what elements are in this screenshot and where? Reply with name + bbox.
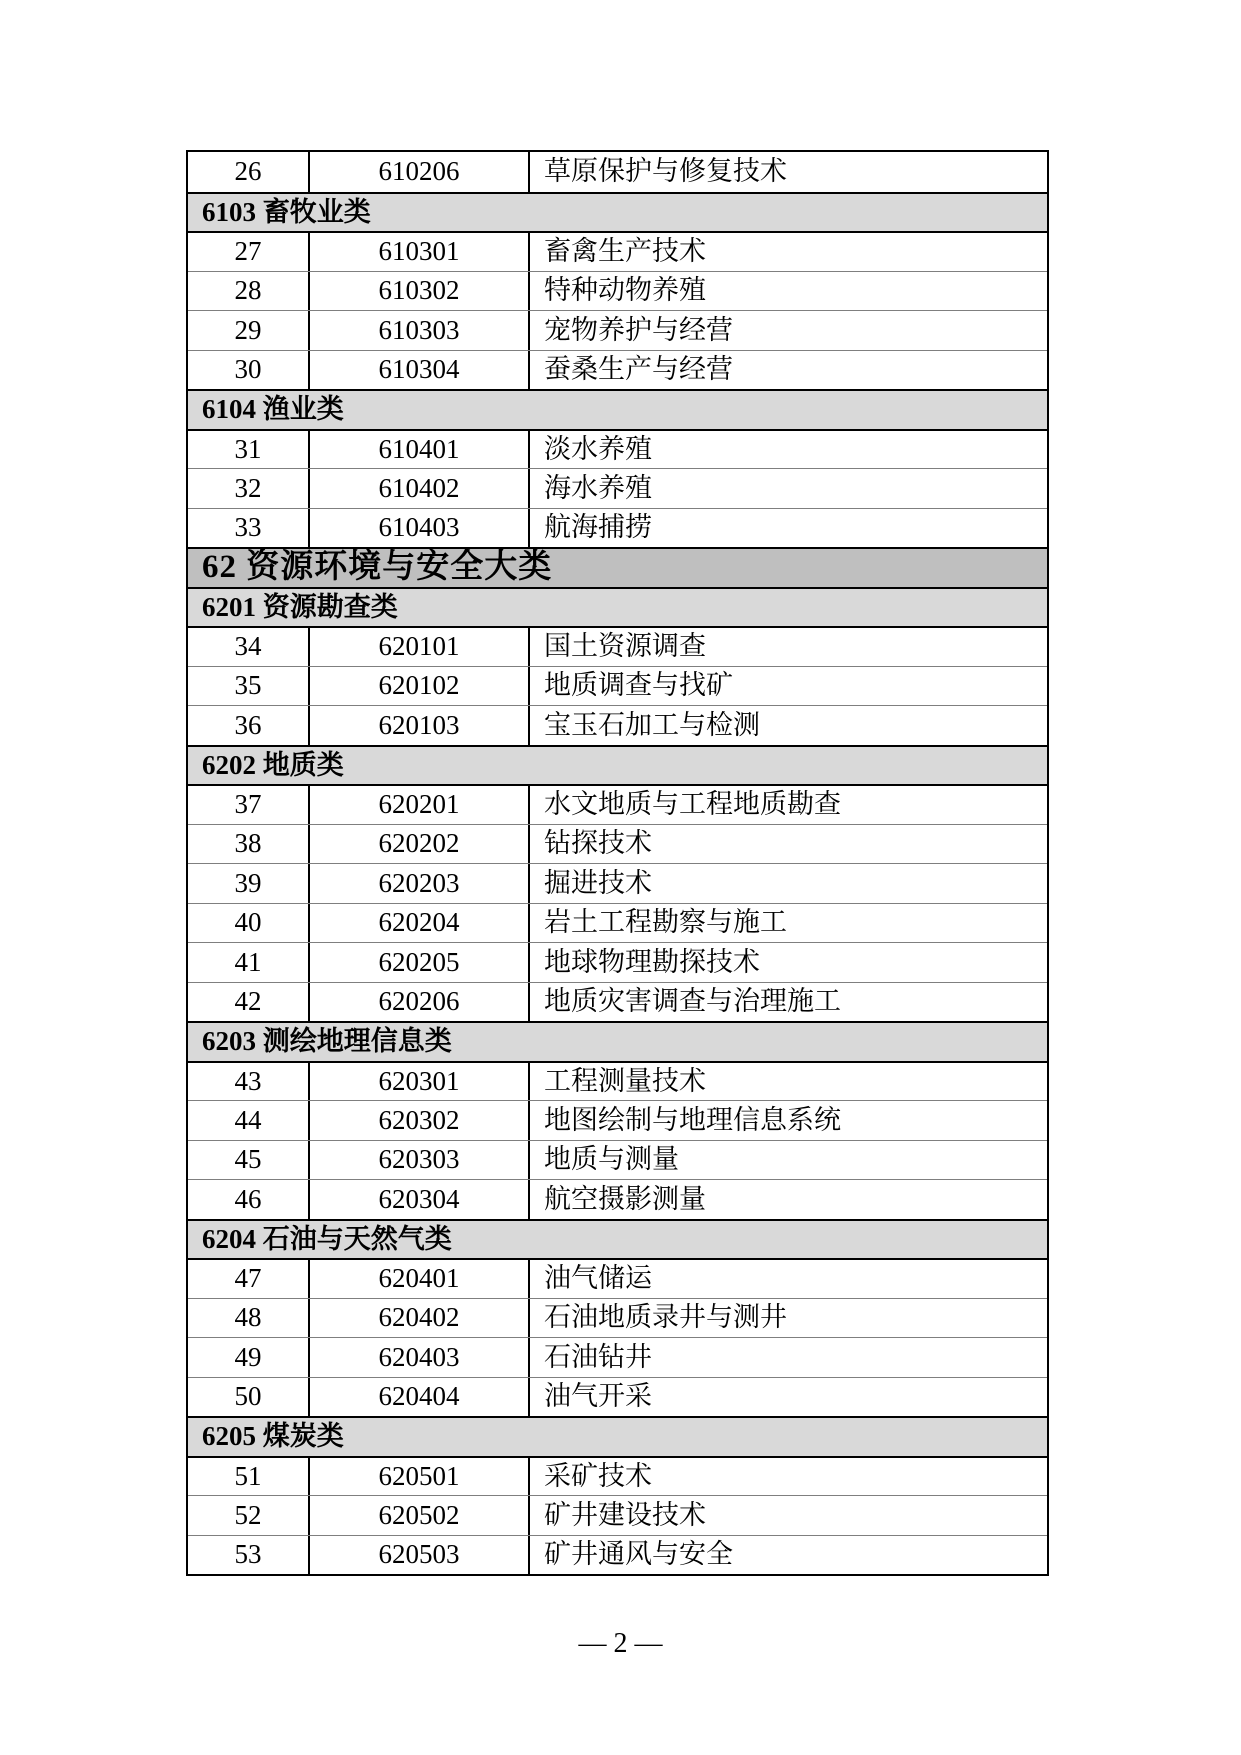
header-cell: 6203 测绘地理信息类 — [202, 1026, 452, 1057]
name-cell: 地质调查与找矿 — [544, 670, 733, 701]
seq-cell: 52 — [188, 1496, 310, 1535]
name-cell: 矿井建设技术 — [544, 1499, 706, 1530]
table-row — [188, 784, 1047, 824]
seq-cell: 37 — [188, 786, 310, 824]
name-cell: 海水养殖 — [544, 472, 652, 503]
table-row — [188, 508, 1047, 548]
table-row — [188, 1061, 1047, 1101]
name-cell: 地图绘制与地理信息系统 — [544, 1104, 841, 1135]
table-row — [188, 1535, 1047, 1575]
name-cell: 宝玉石加工与检测 — [544, 709, 760, 740]
name-cell: 岩土工程勘察与施工 — [544, 907, 787, 938]
table-row — [188, 942, 1047, 982]
page-footer: — 2 — — [578, 1628, 663, 1659]
code-cell: 620502 — [310, 1496, 530, 1535]
name-cell: 特种动物养殖 — [544, 275, 706, 306]
name-cell: 淡水养殖 — [544, 433, 652, 464]
seq-cell: 39 — [188, 864, 310, 903]
name-cell: 石油钻井 — [544, 1341, 652, 1372]
code-cell: 620404 — [310, 1378, 530, 1417]
seq-cell: 49 — [188, 1338, 310, 1377]
seq-cell: 42 — [188, 983, 310, 1022]
seq-cell: 53 — [188, 1536, 310, 1575]
section-header-row — [188, 192, 1047, 232]
seq-cell: 41 — [188, 943, 310, 982]
table-row — [188, 271, 1047, 311]
major-header-row — [188, 547, 1047, 587]
table-row — [188, 152, 1047, 192]
code-cell: 620102 — [310, 667, 530, 706]
code-cell: 610206 — [310, 152, 530, 192]
code-cell: 620206 — [310, 983, 530, 1022]
table-row — [188, 1179, 1047, 1219]
code-cell: 620204 — [310, 904, 530, 943]
code-cell: 620304 — [310, 1180, 530, 1219]
name-cell: 油气储运 — [544, 1263, 652, 1294]
table-row — [188, 1377, 1047, 1417]
header-cell: 62 资源环境与安全大类 — [202, 549, 553, 586]
header-cell: 6104 渔业类 — [202, 394, 344, 425]
table-row — [188, 1337, 1047, 1377]
section-header-row — [188, 389, 1047, 429]
table-row — [188, 429, 1047, 469]
code-cell: 620403 — [310, 1338, 530, 1377]
code-cell: 620501 — [310, 1458, 530, 1496]
name-cell: 钻探技术 — [544, 828, 652, 859]
table-row — [188, 231, 1047, 271]
table-row — [188, 903, 1047, 943]
table-row — [188, 666, 1047, 706]
section-header-row — [188, 1021, 1047, 1061]
seq-cell: 32 — [188, 469, 310, 508]
header-cell: 6204 石油与天然气类 — [202, 1223, 452, 1254]
code-cell: 610301 — [310, 233, 530, 271]
code-cell: 620302 — [310, 1101, 530, 1140]
code-cell: 620303 — [310, 1141, 530, 1180]
code-cell: 610302 — [310, 272, 530, 311]
seq-cell: 33 — [188, 509, 310, 548]
code-cell: 620503 — [310, 1536, 530, 1575]
seq-cell: 45 — [188, 1141, 310, 1180]
code-cell: 610401 — [310, 431, 530, 469]
seq-cell: 28 — [188, 272, 310, 311]
seq-cell: 51 — [188, 1458, 310, 1496]
seq-cell: 29 — [188, 311, 310, 350]
table-row — [188, 626, 1047, 666]
seq-cell: 34 — [188, 628, 310, 666]
code-cell: 620103 — [310, 706, 530, 745]
name-cell: 航海捕捞 — [544, 512, 652, 543]
name-cell: 宠物养护与经营 — [544, 314, 733, 345]
seq-cell: 36 — [188, 706, 310, 745]
section-header-row — [188, 1416, 1047, 1456]
name-cell: 工程测量技术 — [544, 1065, 706, 1096]
section-header-row — [188, 1219, 1047, 1259]
name-cell: 采矿技术 — [544, 1460, 652, 1491]
name-cell: 矿井通风与安全 — [544, 1539, 733, 1570]
seq-cell: 47 — [188, 1260, 310, 1298]
name-cell: 航空摄影测量 — [544, 1183, 706, 1214]
name-cell: 地质灾害调查与治理施工 — [544, 986, 841, 1017]
table-row — [188, 468, 1047, 508]
table-row — [188, 1298, 1047, 1338]
code-cell: 610303 — [310, 311, 530, 350]
header-cell: 6205 煤炭类 — [202, 1421, 344, 1452]
name-cell: 石油地质录井与测井 — [544, 1302, 787, 1333]
seq-cell: 26 — [188, 152, 310, 192]
code-cell: 610403 — [310, 509, 530, 548]
seq-cell: 43 — [188, 1063, 310, 1101]
section-header-row — [188, 745, 1047, 785]
seq-cell: 31 — [188, 431, 310, 469]
table-row — [188, 1100, 1047, 1140]
name-cell: 地质与测量 — [544, 1144, 679, 1175]
code-cell: 620301 — [310, 1063, 530, 1101]
name-cell: 国土资源调查 — [544, 631, 706, 662]
name-cell: 畜禽生产技术 — [544, 236, 706, 267]
name-cell: 蚕桑生产与经营 — [544, 354, 733, 385]
code-cell: 620101 — [310, 628, 530, 666]
seq-cell: 50 — [188, 1378, 310, 1417]
name-cell: 草原保护与修复技术 — [544, 156, 787, 187]
table-row — [188, 982, 1047, 1022]
seq-cell: 40 — [188, 904, 310, 943]
table-row — [188, 705, 1047, 745]
code-cell: 620402 — [310, 1299, 530, 1338]
code-cell: 620401 — [310, 1260, 530, 1298]
header-cell: 6202 地质类 — [202, 749, 344, 780]
code-cell: 610402 — [310, 469, 530, 508]
table-row — [188, 310, 1047, 350]
name-cell: 掘进技术 — [544, 867, 652, 898]
table-row — [188, 1495, 1047, 1535]
seq-cell: 38 — [188, 825, 310, 864]
header-cell: 6201 资源勘查类 — [202, 591, 398, 622]
seq-cell: 27 — [188, 233, 310, 271]
section-header-row — [188, 587, 1047, 627]
name-cell: 水文地质与工程地质勘查 — [544, 789, 841, 820]
code-cell: 620202 — [310, 825, 530, 864]
table-row — [188, 863, 1047, 903]
seq-cell: 46 — [188, 1180, 310, 1219]
seq-cell: 30 — [188, 351, 310, 390]
seq-cell: 44 — [188, 1101, 310, 1140]
name-cell: 油气开采 — [544, 1381, 652, 1412]
name-cell: 地球物理勘探技术 — [544, 946, 760, 977]
majors-table — [186, 150, 1049, 1576]
table-row — [188, 824, 1047, 864]
code-cell: 620201 — [310, 786, 530, 824]
table-row — [188, 1140, 1047, 1180]
table-row — [188, 1456, 1047, 1496]
table-row — [188, 1258, 1047, 1298]
table-row — [188, 350, 1047, 390]
header-cell: 6103 畜牧业类 — [202, 196, 371, 227]
code-cell: 620203 — [310, 864, 530, 903]
code-cell: 620205 — [310, 943, 530, 982]
seq-cell: 48 — [188, 1299, 310, 1338]
code-cell: 610304 — [310, 351, 530, 390]
seq-cell: 35 — [188, 667, 310, 706]
